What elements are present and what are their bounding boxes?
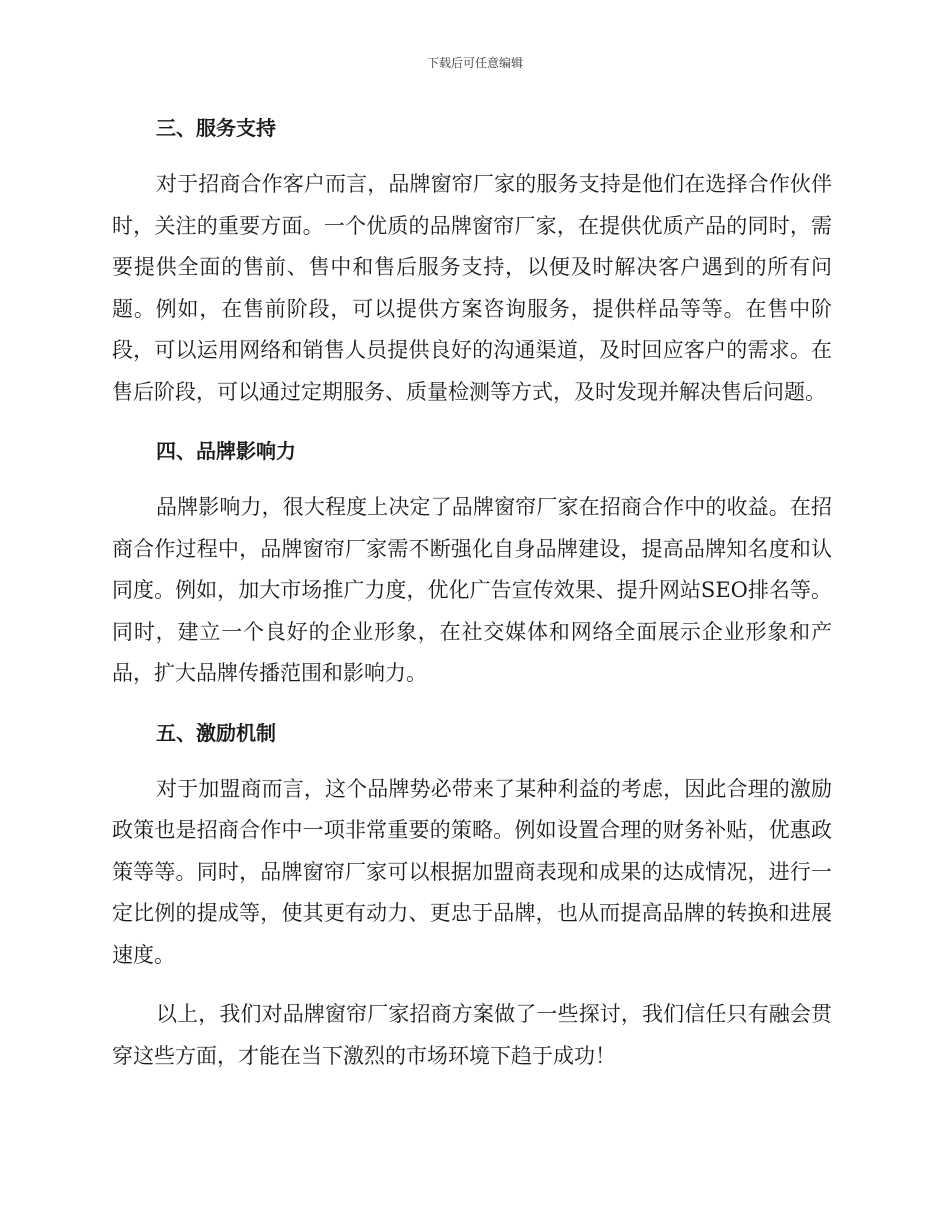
document-body [112, 108, 832, 1095]
section-paragraph-service-support: 对于招商合作客户而言，品牌窗帘厂家的服务支持是他们在选择合作伙伴时，关注的重要方面。一个优质的品牌窗帘厂家，在提供优质产品的同时，需要提供全面的售前、售中和售后服务支持，以便及时解决客户遇到的所有问题。例如，在售前阶段，可以提供方案咨询服务，提供样品等等。在售中阶段，可以运用网络和销售人员提供良好的沟通渠道，及时回应客户的需求。在售后阶段，可以通过定期服务、质量检测等方式，及时发现并解决售后问题。 [112, 172, 832, 404]
page-header: 下载后可任意编辑 [426, 56, 523, 70]
section-heading-brand-influence: 四、品牌影响力 [156, 439, 296, 463]
section-heading-incentive-mechanism: 五、激励机制 [156, 720, 276, 745]
section-paragraph-brand-influence: 品牌影响力，很大程度上决定了品牌窗帘厂家在招商合作中的收益。在招商合作过程中，品牌窗帘厂家需不断强化自身品牌建设，提高品牌知名度和认同度。例如，加大市场推广力度，优化广告宣传效果、提升网站SEO排名等。同时，建立一个良好的企业形象，在社交媒体和网络全面展示企业形象和产品，扩大品牌传播范围和影响力。 [112, 495, 832, 685]
section-paragraph-incentive-mechanism: 对于加盟商而言，这个品牌势必带来了某种利益的考虑，因此合理的激励政策也是招商合作中一项非常重要的策略。例如设置合理的财务补贴，优惠政策等等。同时，品牌窗帘厂家可以根据加盟商表现和成果的达成情况，进行一定比例的提成等，使其更有动力、更忠于品牌，也从而提高品牌的转换和进展速度。 [112, 776, 832, 967]
conclusion-paragraph: 以上，我们对品牌窗帘厂家招商方案做了一些探讨，我们信任只有融会贯穿这些方面，才能在当下激烈的市场环境下趋于成功！ [112, 1002, 832, 1068]
section-heading-service-support: 三、服务支持 [156, 116, 276, 140]
